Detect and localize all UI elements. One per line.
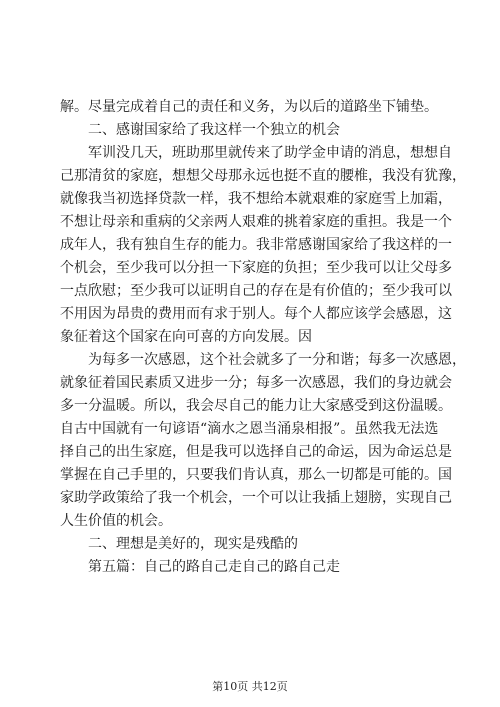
text-line: 人生价值的机会。: [60, 513, 172, 529]
text-line: 掌握在自己手里的，只要我们肯认真，那么一切都是可能的。国: [60, 467, 452, 483]
section-heading: 二、感谢国家给了我这样一个独立的机会: [60, 122, 340, 138]
text-line: 择自己的出生家庭，但是我可以选择自己的命运，因为命运总是: [60, 444, 452, 460]
text-line: 一点欣慰；至少我可以证明自己的存在是有价值的；至少我可以: [60, 283, 452, 299]
body-text: [60, 96, 466, 579]
text-line: 个机会，至少我可以分担一下家庭的负担；至少我可以让父母多: [60, 260, 452, 276]
text-line: 自古中国就有一句谚语“滴水之恩当涌泉相报”。虽然我无法选: [60, 421, 439, 437]
text-line: 就象征着国民素质又进步一分；每多一次感恩，我们的身边就会: [60, 375, 452, 391]
text-line: 军训没几天，班助那里就传来了助学金申请的消息，想想自: [60, 145, 452, 161]
text-line: 家助学政策给了我一个机会，一个可以让我插上翅膀，实现自己: [60, 490, 452, 506]
text-line: 象征着这个国家在向可喜的方向发展。因: [60, 329, 312, 345]
text-line: 不用因为昂贵的费用而有求于别人。每个人都应该学会感恩，这: [60, 306, 452, 322]
text-line: 解。尽量完成着自己的责任和义务，为以后的道路坐下铺垫。: [60, 99, 438, 115]
text-line: 己那清贫的家庭，想想父母那永远也挺不直的腰椎，我没有犹豫，: [60, 168, 466, 184]
text-line: 就像我当初选择贷款一样，我不想给本就艰难的家庭雪上加霜，: [60, 191, 452, 207]
section-heading: 二、理想是美好的，现实是残酷的: [60, 536, 298, 552]
text-line: 为每多一次感恩，这个社会就多了一分和谐；每多一次感恩，: [60, 352, 466, 368]
page-footer: 第10页 共12页: [212, 680, 288, 693]
text-line: 不想让母亲和重病的父亲两人艰难的挑着家庭的重担。我是一个: [60, 214, 452, 230]
text-line: 多一分温暖。所以，我会尽自己的能力让大家感受到这份温暖。: [60, 398, 452, 414]
section-heading: 第五篇：自己的路自己走自己的路自己走: [60, 559, 340, 575]
text-line: 成年人，我有独自生存的能力。我非常感谢国家给了我这样的一: [60, 237, 452, 253]
